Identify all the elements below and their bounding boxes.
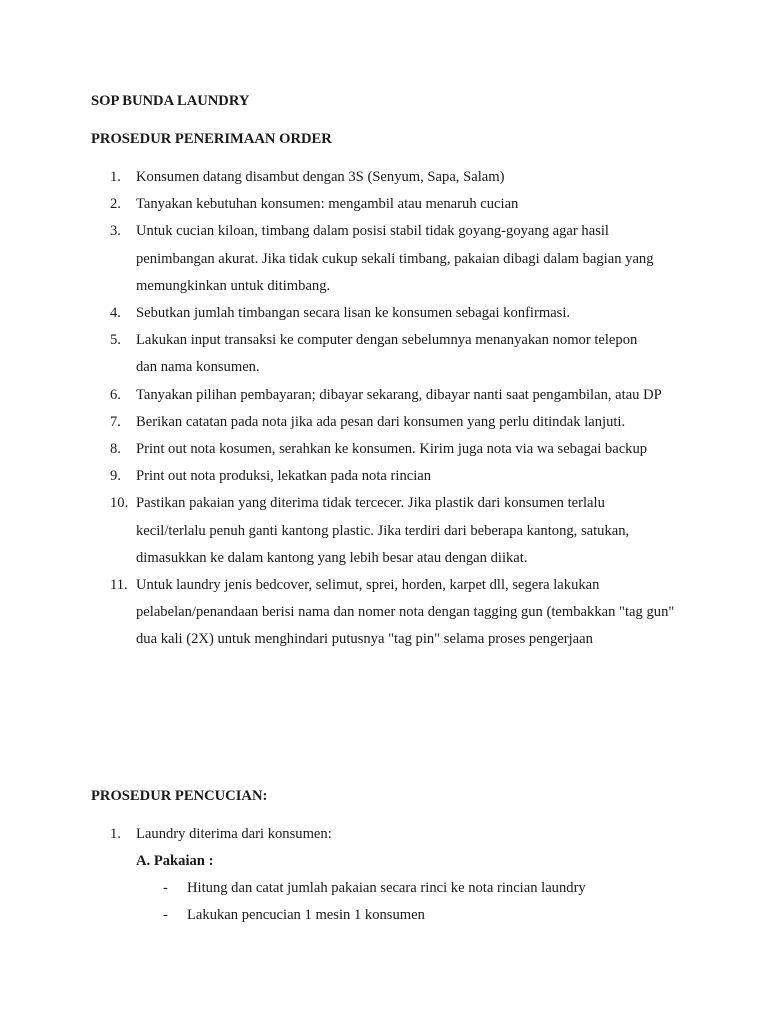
- list-item-text: Print out nota produksi, lekatkan pada nota rincian: [136, 468, 432, 485]
- list-item: [0, 300, 768, 327]
- list-item-text: Untuk laundry jenis bedcover, selimut, sprei, horden, karpet dll, segera lakukan pelabelan/penandaan berisi nama dan nomer nota dengan tagging gun (tembakkan "tag gun" dua kali (2X) untuk menghindari putusnya "tag pin" selama proses pengerjaan: [136, 577, 675, 648]
- sub-heading-pakaian: A. Pakaian :: [136, 853, 214, 869]
- list-item-text: Sebutkan jumlah timbangan secara lisan ke konsumen sebagai konfirmasi.: [136, 305, 571, 322]
- dash-bullet: -: [163, 907, 168, 923]
- list-item: [0, 164, 768, 191]
- dash-item-text: Lakukan pencucian 1 mesin 1 konsumen: [187, 907, 425, 923]
- document-title: SOP BUNDA LAUNDRY: [91, 93, 250, 109]
- list-item-text: Pastikan pakaian yang diterima tidak tercecer. Jika plastik dari konsumen terlalu kecil/terlalu penuh ganti kantong plastic. Jika terdiri dari beberapa kantong, satukan, dimasukkan ke dalam kantong yang lebih besar atau dengan diikat.: [136, 495, 630, 566]
- list-item-text: Untuk cucian kiloan, timbang dalam posisi stabil tidak goyang-goyang agar hasil penimbangan akurat. Jika tidak cukup sekali timbang, pakaian dibagi dalam bagian yang memungkinkan untuk ditimbang.: [136, 223, 654, 294]
- order-procedure-list: [0, 164, 768, 654]
- list-item-text: Tanyakan kebutuhan konsumen: mengambil atau menaruh cucian: [136, 196, 519, 213]
- list-item: [0, 382, 768, 409]
- list-item-number: 10.: [110, 495, 129, 512]
- list-item-text: Konsumen datang disambut dengan 3S (Senyum, Sapa, Salam): [136, 169, 505, 185]
- list-item-text: Print out nota kosumen, serahkan ke konsumen. Kirim juga nota via wa sebagai backup: [136, 441, 648, 458]
- list-item-text: Lakukan input transaksi ke computer dengan sebelumnya menanyakan nomor telepon dan nama konsumen.: [136, 332, 638, 376]
- list-item: [0, 327, 768, 381]
- section-heading-washing: PROSEDUR PENCUCIAN:: [91, 788, 268, 804]
- list-item-text: Berikan catatan pada nota jika ada pesan dari konsumen yang perlu ditindak lanjuti.: [136, 413, 626, 430]
- list-item: [0, 409, 768, 436]
- list-item-number: 9.: [110, 468, 121, 485]
- list-item: [0, 821, 768, 848]
- list-item: [0, 191, 768, 218]
- dash-item-text: Hitung dan catat jumlah pakaian secara rinci ke nota rincian laundry: [187, 880, 586, 896]
- list-item-number: 1.: [110, 169, 121, 185]
- list-item-number: 3.: [110, 223, 121, 240]
- list-item: [0, 436, 768, 463]
- list-item: [0, 218, 768, 300]
- list-item: [0, 463, 768, 490]
- list-item-text: Tanyakan pilihan pembayaran; dibayar sekarang, dibayar nanti saat pengambilan, atau DP: [136, 386, 662, 403]
- list-item-number: 11.: [110, 577, 128, 594]
- list-item-number: 5.: [110, 332, 121, 349]
- dash-bullet: -: [163, 880, 168, 896]
- list-item: [0, 490, 768, 572]
- list-item-number: 2.: [110, 196, 121, 213]
- list-item-number: 8.: [110, 441, 121, 458]
- washing-procedure-list: [0, 821, 768, 848]
- list-item: [0, 572, 768, 654]
- section-heading-order: PROSEDUR PENERIMAAN ORDER: [91, 131, 332, 147]
- list-item-number: 7.: [110, 413, 121, 430]
- list-item-number: 6.: [110, 386, 121, 403]
- list-item-number: 4.: [110, 305, 121, 322]
- list-item-number: 1.: [110, 826, 121, 842]
- list-item-text: Laundry diterima dari konsumen:: [136, 826, 332, 842]
